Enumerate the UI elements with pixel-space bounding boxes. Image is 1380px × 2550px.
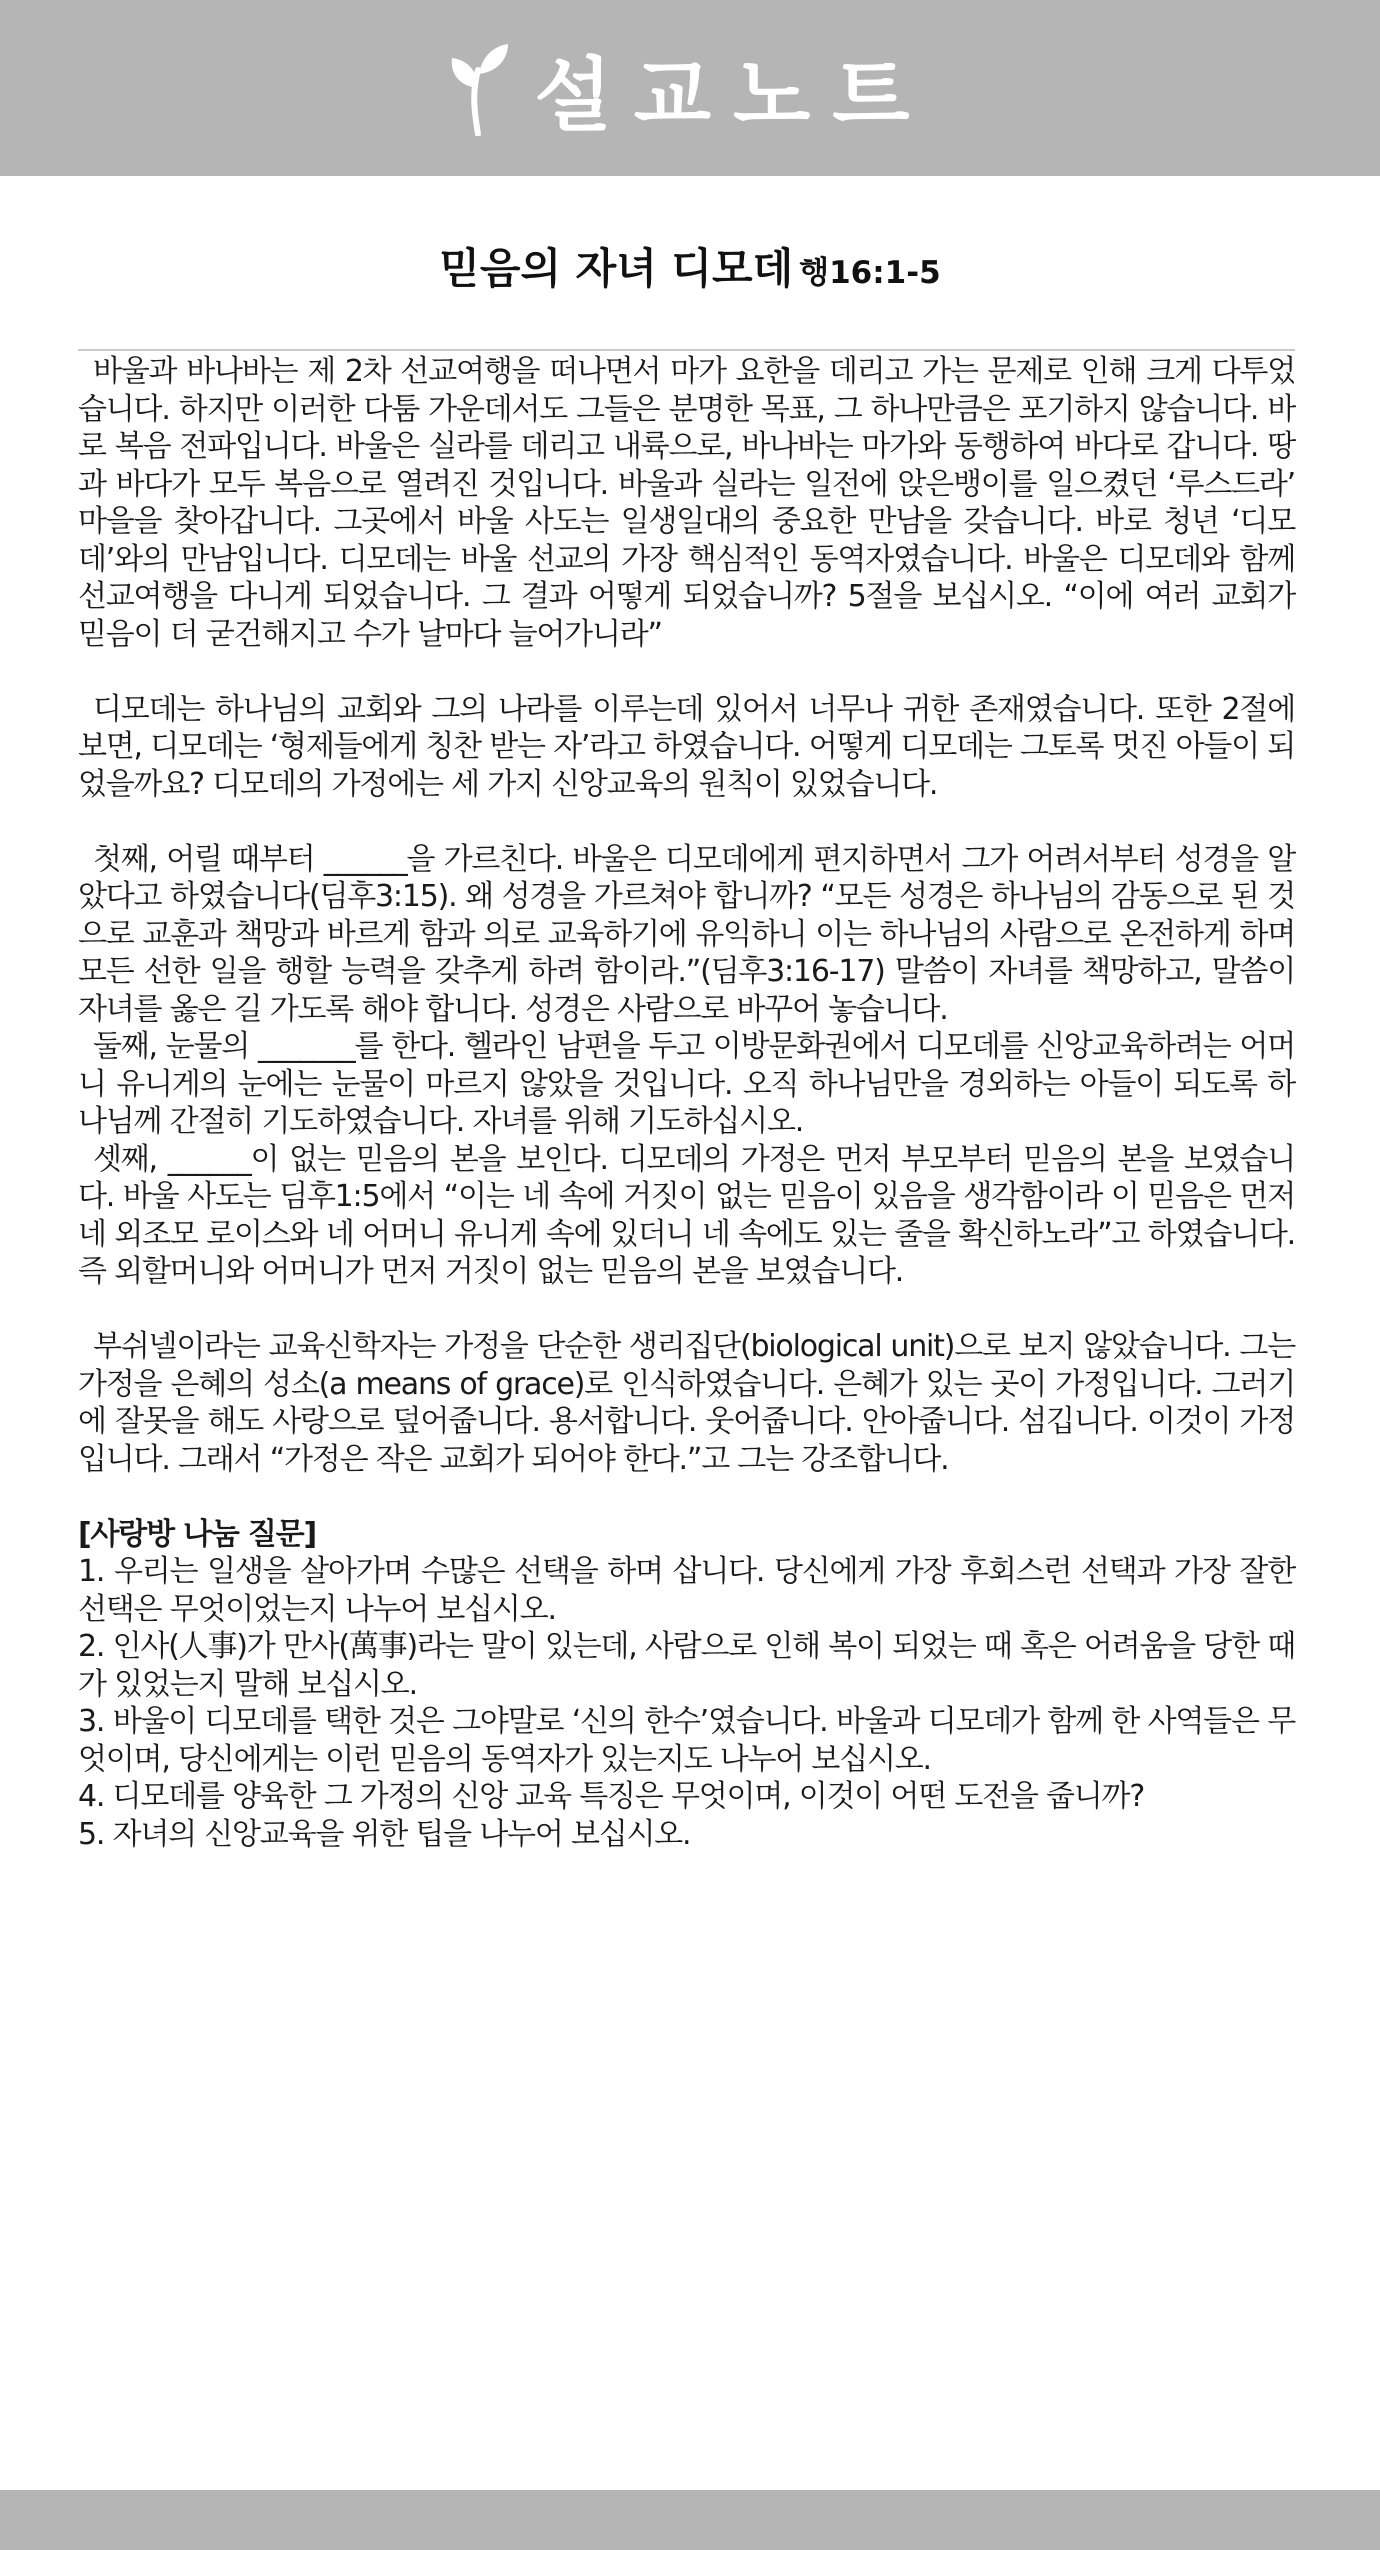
- discussion-heading: [사랑방 나눔 질문]: [78, 1516, 316, 1552]
- paragraph-spacer: [78, 1478, 1295, 1516]
- sermon-body: [78, 353, 1295, 1853]
- body-paragraph: 첫째, 어릴 때부터 ______을 가르친다. 바울은 디모데에게 편지하면서 그가 어려서부터 성경을 알았다고 하였습니다(딤후3:15). 왜 성경을 가르쳐야 합니까? “모든 성경은 하나님의 감동으로 된 것으로 교훈과 책망과 바르게 함과 의로 교육하기에 유익하니 이는 하나님의 사람으로 온전하게 하며 모든 선한 일을 행할 능력을 갖추게 하려 함이라.”(딤후3:16-17) 말씀이 자녀를 책망하고, 말씀이 자녀를 옳은 길 가도록 해야 합니다. 성경은 사람으로 바꾸어 놓습니다.: [78, 841, 1295, 1027]
- sermon-title-row: [0, 236, 1380, 296]
- body-paragraph: 바울과 바나바는 제 2차 선교여행을 떠나면서 마가 요한을 데리고 가는 문제로 인해 크게 다투었습니다. 하지만 이러한 다툼 가운데서도 그들은 분명한 목표, 그 하나만큼은 포기하지 않습니다. 바로 복음 전파입니다. 바울은 실라를 데리고 내륙으로, 바나바는 마가와 동행하여 바다로 갑니다. 땅과 바다가 모두 복음으로 열려진 것입니다. 바울과 실라는 일전에 앉은뱅이를 일으켰던 ‘루스드라’ 마을을 찾아갑니다. 그곳에서 바울 사도는 일생일대의 중요한 만남을 갖습니다. 바로 청년 ‘디모데’와의 만남입니다. 디모데는 바울 선교의 가장 핵심적인 동역자였습니다. 바울은 디모데와 함께 선교여행을 다니게 되었습니다. 그 결과 어떻게 되었습니까? 5절을 보십시오. “이에 여러 교회가 믿음이 더 굳건해지고 수가 날마다 늘어가니라”: [78, 354, 1295, 652]
- body-paragraph: 둘째, 눈물의 _______를 한다. 헬라인 남편을 두고 이방문화권에서 디모데를 신앙교육하려는 어머니 유니게의 눈에는 눈물이 마르지 않았을 것입니다. 오직 하나님만을 경외하는 아들이 되도록 하나님께 간절히 기도하였습니다. 자녀를 위해 기도하십시오.: [78, 1029, 1295, 1139]
- paragraph-spacer: [78, 653, 1295, 691]
- sprout-leaf-icon: [448, 40, 512, 136]
- paragraph-spacer: [78, 1291, 1295, 1329]
- discussion-question: 2. 인사(人事)가 만사(萬事)라는 말이 있는데, 사람으로 인해 복이 되었는 때 혹은 어려움을 당한 때가 있었는지 말해 보십시오.: [78, 1629, 1295, 1702]
- sermon-title: 믿음의 자녀 디모데: [439, 244, 794, 293]
- footer-bar: [0, 2490, 1380, 2550]
- paragraph-spacer: [78, 803, 1295, 841]
- discussion-question: 4. 디모데를 양육한 그 가정의 신앙 교육 특징은 무엇이며, 이것이 어떤 도전을 줍니까?: [78, 1779, 1145, 1814]
- title-divider: [78, 349, 1295, 351]
- body-paragraph: 부쉬넬이라는 교육신학자는 가정을 단순한 생리집단(biological unit)으로 보지 않았습니다. 그는 가정을 은혜의 성소(a means of grace)로 인식하였습니다. 은혜가 있는 곳이 가정입니다. 그러기에 잘못을 해도 사랑으로 덮어줍니다. 용서합니다. 웃어줍니다. 안아줍니다. 섬깁니다. 이것이 가정입니다. 그래서 “가정은 작은 교회가 되어야 한다.”고 그는 강조합니다.: [78, 1329, 1295, 1477]
- discussion-question: 5. 자녀의 신앙교육을 위한 팁을 나누어 보십시오.: [78, 1816, 691, 1852]
- discussion-question: 1. 우리는 일생을 살아가며 수많은 선택을 하며 삽니다. 당신에게 가장 후회스런 선택과 가장 잘한 선택은 무엇이었는지 나누어 보십시오.: [78, 1554, 1295, 1627]
- body-paragraph: 디모데는 하나님의 교회와 그의 나라를 이루는데 있어서 너무나 귀한 존재였습니다. 또한 2절에 보면, 디모데는 ‘형제들에게 칭찬 받는 자’라고 하였습니다. 어떻게 디모데는 그토록 멋진 아들이 되었을까요? 디모데의 가정에는 세 가지 신앙교육의 원칙이 있었습니다.: [78, 691, 1295, 802]
- header-title: 설교노트: [534, 48, 932, 142]
- body-paragraph: 셋째, ______이 없는 믿음의 본을 보인다. 디모데의 가정은 먼저 부모부터 믿음의 본을 보였습니다. 바울 사도는 딤후1:5에서 “이는 네 속에 거짓이 없는 믿음이 있음을 생각함이라 이 믿음은 먼저 네 외조모 로이스와 네 어머니 유니게 속에 있더니 네 속에도 있는 줄을 확신하노라”고 하였습니다. 즉 외할머니와 어머니가 먼저 거짓이 없는 믿음의 본을 보였습니다.: [78, 1141, 1295, 1289]
- scripture-reference: 행16:1-5: [799, 255, 941, 291]
- header-banner: [0, 0, 1380, 176]
- header-inner: [448, 31, 931, 146]
- discussion-question: 3. 바울이 디모데를 택한 것은 그야말로 ‘신의 한수’였습니다. 바울과 디모데가 함께 한 사역들은 무엇이며, 당신에게는 이런 믿음의 동역자가 있는지도 나누어 보십시오.: [78, 1704, 1295, 1777]
